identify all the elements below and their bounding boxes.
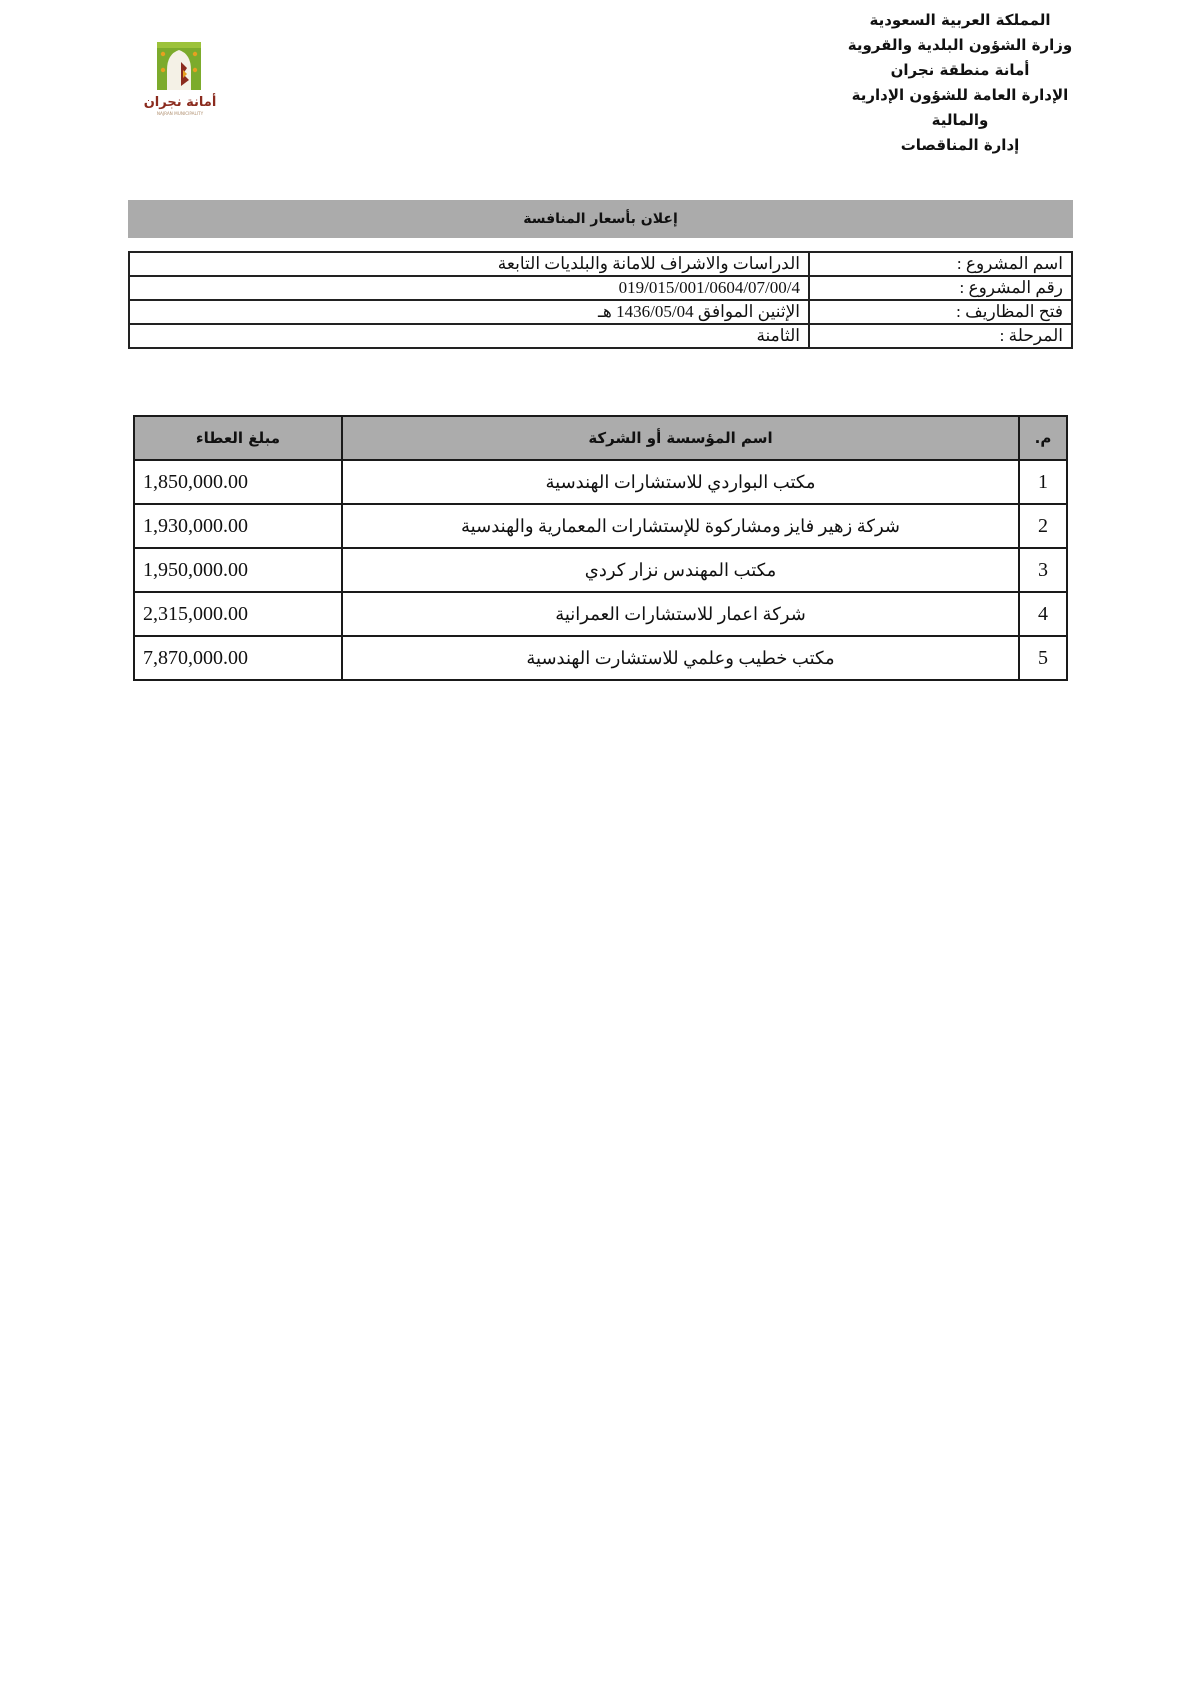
government-header xyxy=(820,8,1100,158)
company-name: شركة اعمار للاستشارات العمرانية xyxy=(342,592,1019,636)
company-name: مكتب المهندس نزار كردي xyxy=(342,548,1019,592)
company-name: مكتب خطيب وعلمي للاستشارت الهندسية xyxy=(342,636,1019,680)
header-line-ministry: وزارة الشؤون البلدية والقروية xyxy=(847,36,1073,54)
announcement-title: إعلان بأسعار المنافسة xyxy=(128,200,1073,238)
table-row xyxy=(134,460,1067,504)
project-info-row xyxy=(129,300,1072,324)
bids-header-row xyxy=(134,416,1067,460)
column-header-amount: مبلغ العطاء xyxy=(134,416,342,460)
header-line-kingdom: المملكة العربية السعودية xyxy=(869,11,1051,29)
bids-table xyxy=(133,415,1068,681)
project-info-row xyxy=(129,252,1072,276)
bid-amount: 7,870,000.00 xyxy=(134,636,342,680)
project-name-label: اسم المشروع : xyxy=(809,252,1072,276)
bid-amount: 2,315,000.00 xyxy=(134,592,342,636)
bid-amount: 1,850,000.00 xyxy=(134,460,342,504)
row-number: 1 xyxy=(1019,460,1067,504)
table-row xyxy=(134,504,1067,548)
header-line-municipality: أمانة منطقة نجران xyxy=(890,61,1030,79)
table-row xyxy=(134,636,1067,680)
table-row xyxy=(134,592,1067,636)
project-info-row xyxy=(129,324,1072,348)
header-line-tenders-dept: إدارة المناقصات xyxy=(900,136,1020,154)
project-number-value: 019/015/001/0604/07/00/4 xyxy=(129,276,809,300)
bid-amount: 1,930,000.00 xyxy=(134,504,342,548)
header-line-general-admin: الإدارة العامة للشؤون الإدارية xyxy=(851,86,1069,104)
envelope-opening-value: الإثنين الموافق 1436/05/04 هـ xyxy=(129,300,809,324)
row-number: 4 xyxy=(1019,592,1067,636)
column-header-company: اسم المؤسسة أو الشركة xyxy=(342,416,1019,460)
project-info-row xyxy=(129,276,1072,300)
project-name-value: الدراسات والاشراف للامانة والبلديات التابعة xyxy=(129,252,809,276)
table-row xyxy=(134,548,1067,592)
row-number: 2 xyxy=(1019,504,1067,548)
header-line-finance: والمالية xyxy=(931,111,989,129)
row-number: 3 xyxy=(1019,548,1067,592)
envelope-opening-label: فتح المظاريف : xyxy=(809,300,1072,324)
project-info-table xyxy=(128,251,1073,349)
row-number: 5 xyxy=(1019,636,1067,680)
bid-amount: 1,950,000.00 xyxy=(134,548,342,592)
phase-label: المرحلة : xyxy=(809,324,1072,348)
logo-arabic-text: أمانة نجران xyxy=(143,95,217,110)
company-name: مكتب البواردي للاستشارات الهندسية xyxy=(342,460,1019,504)
column-header-number: م. xyxy=(1019,416,1067,460)
project-number-label: رقم المشروع : xyxy=(809,276,1072,300)
company-name: شركة زهير فايز ومشاركوة للإستشارات المعمارية والهندسية xyxy=(342,504,1019,548)
phase-value: الثامنة xyxy=(129,324,809,348)
najran-municipality-logo xyxy=(143,40,217,118)
logo-english-text: NAJRAN MUNICIPALITY xyxy=(156,111,204,116)
